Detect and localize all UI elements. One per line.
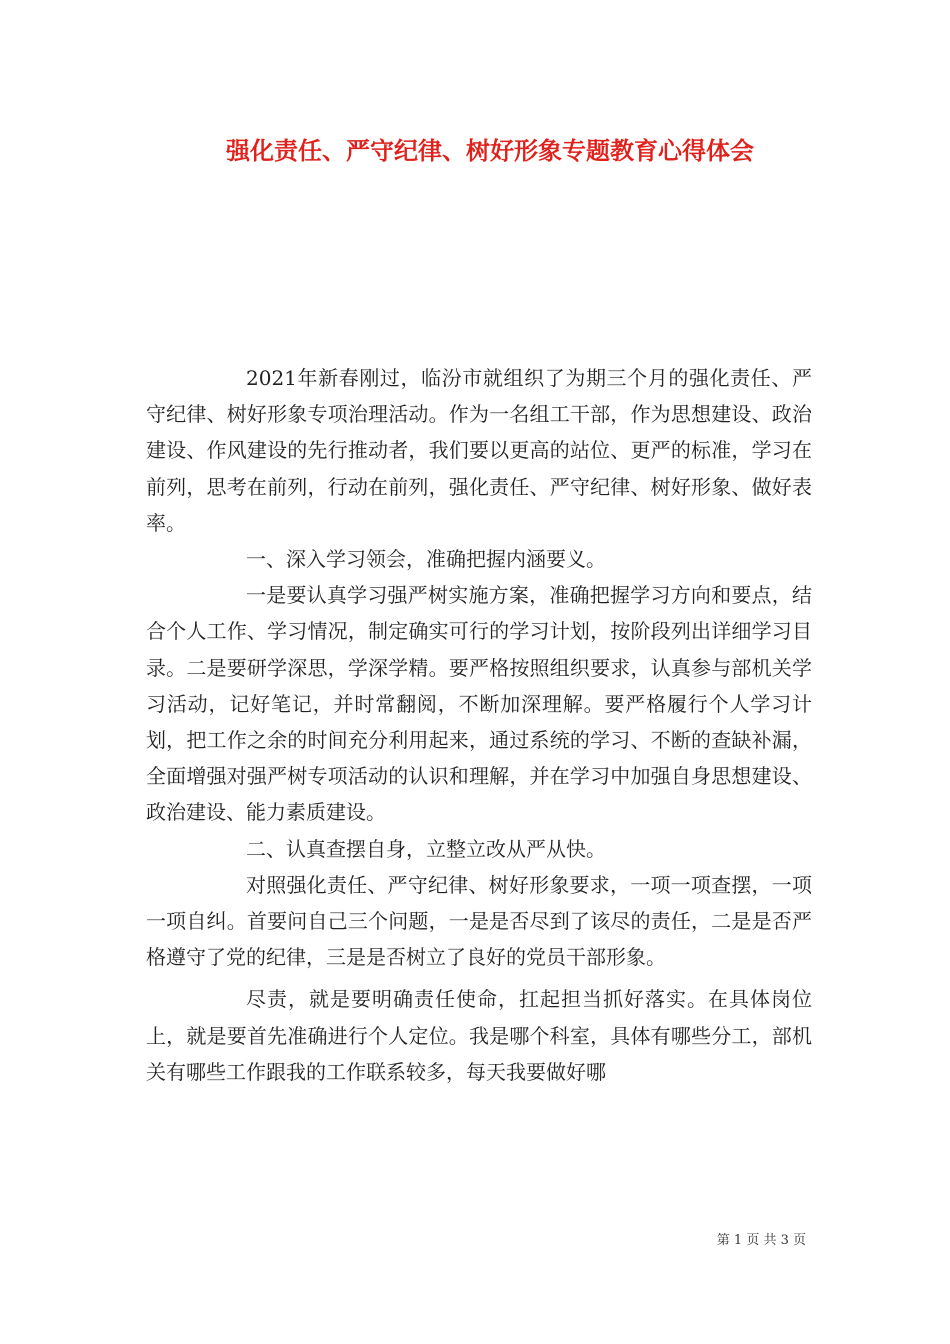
document-body (146, 360, 812, 1090)
page-number-footer: 第 1 页 共 3 页 (716, 1233, 806, 1248)
paragraph-responsibility: 尽责，就是要明确责任使命，扛起担当抓好落实。在具体岗位上，就是要首先准确进行个人定位。我是哪个科室，具体有哪些分工，部机关有哪些工作跟我的工作联系较多，每天我要做好哪 (146, 987, 812, 1084)
paragraph-self-check: 对照强化责任、严守纪律、树好形象要求，一项一项查摆，一项一项自纠。首要问自己三个问题，一是是否尽到了该尽的责任，二是是否严格遵守了党的纪律，三是是否树立了良好的党员干部形象。 (146, 872, 812, 970)
paragraph-study: 一是要认真学习强严树实施方案，准确把握学习方向和要点，结合个人工作、学习情况，制定确实可行的学习计划，按阶段列出详细学习目录。二是要研学深思，学深学精。要严格按照组织要求，认真参与部机关学习活动，记好笔记，并时常翻阅，不断加深理解。要严格履行个人学习计划，把工作之余的时间充分利用起来，通过系统的学习、不断的查缺补漏，全面增强对强严树专项活动的认识和理解，并在学习中加强自身思想建设、政治建设、能力素质建设。 (146, 583, 812, 825)
section-heading-2: 二、认真查摆自身，立整立改从严从快。 (246, 836, 606, 861)
section-heading-1: 一、深入学习领会，准确把握内涵要义。 (246, 547, 606, 572)
document-title: 强化责任、严守纪律、树好形象专题教育心得体会 (226, 136, 754, 165)
paragraph-intro: 2021年新春刚过，临汾市就组织了为期三个月的强化责任、严守纪律、树好形象专项治理活动。作为一名组工干部，作为思想建设、政治建设、作风建设的先行推动者，我们要以更高的站位、更严的标准，学习在前列，思考在前列，行动在前列，强化责任、严守纪律、树好形象、做好表率。 (146, 366, 812, 535)
